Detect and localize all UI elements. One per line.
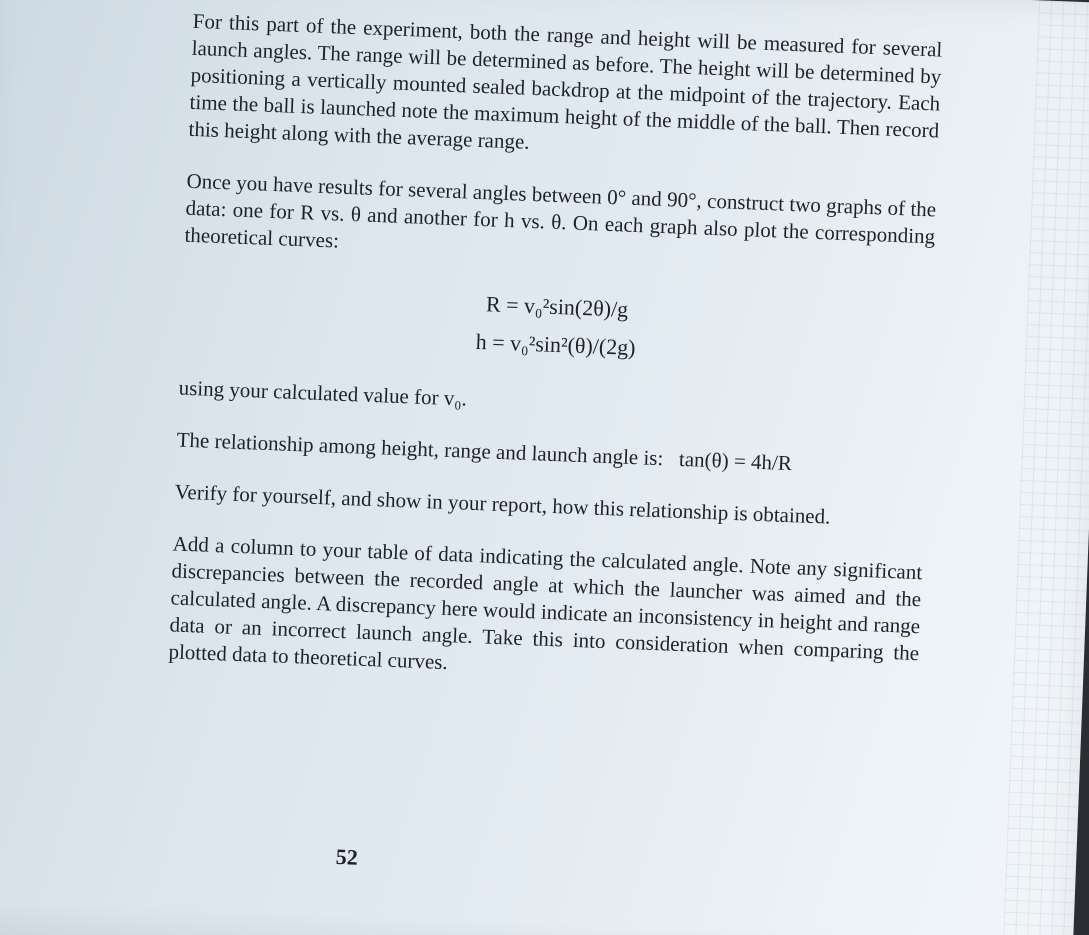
equation-block bbox=[180, 274, 932, 379]
relationship-text: The relationship among height, range and launch angle is: bbox=[176, 427, 664, 471]
paragraph-measurement: For this part of the experiment, both the range and height will be measured for several launch angles. The range will be determined as before. The height will be determined by positioning a vertically mounted sealed backdrop at the midpoint of the trajectory. Each time the ball is launched note the maximum height of the middle of the ball. Then record this height along with the average range. bbox=[188, 8, 943, 154]
relationship-equation: tan(θ) = 4h/R bbox=[678, 446, 793, 476]
page-shadow bbox=[0, 899, 1073, 935]
range-equation: R = v₀²sin(2θ)/g bbox=[485, 291, 629, 322]
paragraph-relationship bbox=[176, 427, 926, 483]
paragraph-graphs: Once you have results for several angles between 0° and 90°, construct two graphs of the data: one for R vs. θ and another for h vs. θ. On each graph also plot the corresponding theoretical curves: bbox=[184, 168, 937, 253]
height-equation: h = v₀²sin²(θ)/(2g) bbox=[475, 328, 637, 361]
text-block bbox=[167, 8, 943, 719]
page-edge-grid bbox=[1000, 0, 1089, 935]
paragraph-add-column: Add a column to your table of data indicating the calculated angle. Note any significant discrepancies between the recorded angle at which the launcher was aimed and the calculated angle. A discrepancy here would indicate an inconsistency in height and range data or an incorrect launch angle. Take this into consideration when comparing the plotted data to theoretical curves. bbox=[168, 531, 923, 675]
paragraph-verify: Verify for yourself, and show in your report, how this relationship is obtained. bbox=[174, 479, 831, 529]
page-number: 52 bbox=[335, 843, 359, 870]
paragraph-calculated-value: using your calculated value for v₀. bbox=[178, 375, 468, 411]
